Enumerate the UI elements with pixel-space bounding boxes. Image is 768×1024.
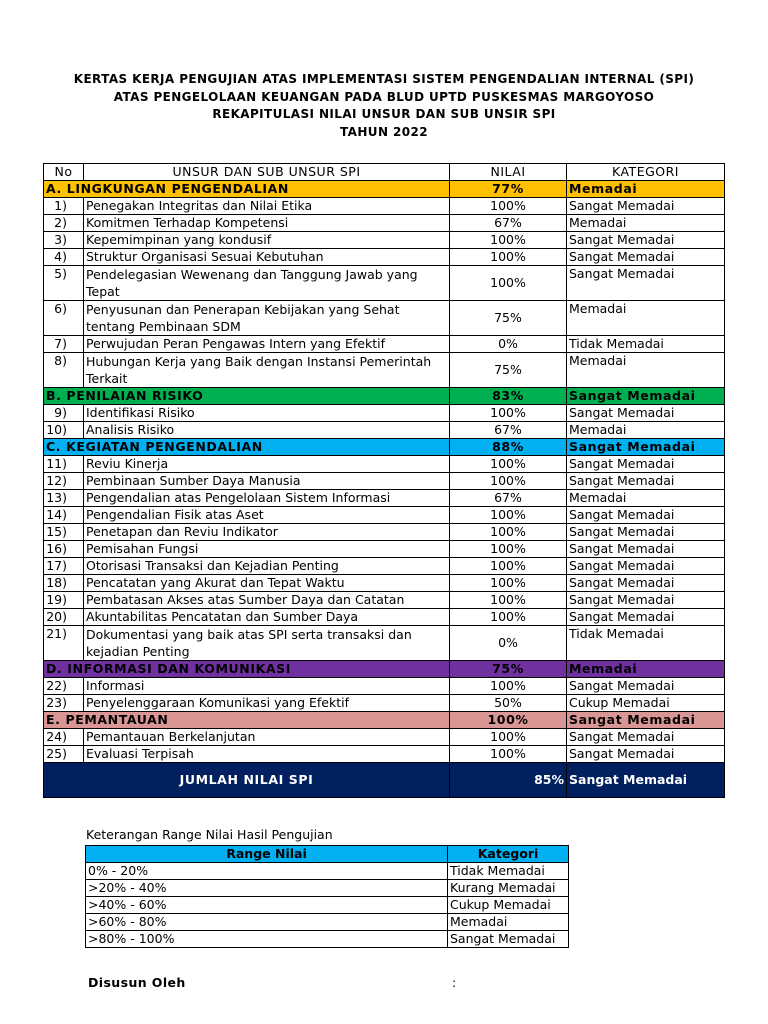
disusun-colon: : (452, 975, 457, 990)
range-header-nilai: Range Nilai (86, 846, 448, 863)
section-row (44, 388, 725, 405)
row-label: Penyelenggaraan Komunikasi yang Efektif (84, 695, 450, 712)
row-number: 17) (44, 558, 84, 575)
row-nilai: 100% (450, 249, 567, 266)
table-row (44, 678, 725, 695)
range-row (86, 931, 569, 948)
range-value: >60% - 80% (86, 914, 448, 931)
row-nilai: 50% (450, 695, 567, 712)
row-label: Penyusunan dan Penerapan Kebijakan yang Sehat tentang Pembinaan SDM (84, 301, 450, 336)
row-number: 8) (44, 353, 84, 388)
table-row (44, 729, 725, 746)
total-nilai: 85% (450, 763, 567, 798)
row-nilai: 100% (450, 198, 567, 215)
row-number: 24) (44, 729, 84, 746)
row-kategori: Sangat Memadai (567, 609, 725, 626)
row-nilai: 67% (450, 215, 567, 232)
row-nilai: 100% (450, 729, 567, 746)
row-kategori: Memadai (567, 490, 725, 507)
section-kategori: Sangat Memadai (567, 388, 725, 405)
row-number: 25) (44, 746, 84, 763)
range-table (85, 845, 569, 948)
row-kategori: Sangat Memadai (567, 746, 725, 763)
section-nilai: 83% (450, 388, 567, 405)
table-row (44, 456, 725, 473)
table-row (44, 592, 725, 609)
title-line-3: REKAPITULASI NILAI UNSUR DAN SUB UNSIR SPI (212, 107, 556, 121)
row-kategori: Sangat Memadai (567, 575, 725, 592)
range-caption: Keterangan Range Nilai Hasil Pengujian (86, 827, 333, 842)
row-label: Analisis Risiko (84, 422, 450, 439)
row-kategori: Cukup Memadai (567, 695, 725, 712)
row-number: 20) (44, 609, 84, 626)
section-nilai: 100% (450, 712, 567, 729)
row-nilai: 0% (450, 626, 567, 661)
row-nilai: 100% (450, 541, 567, 558)
range-kategori: Kurang Memadai (448, 880, 569, 897)
title-line-2: ATAS PENGELOLAAN KEUANGAN PADA BLUD UPTD PUSKESMAS MARGOYOSO (113, 89, 655, 104)
row-number: 21) (44, 626, 84, 661)
row-label: Pembatasan Akses atas Sumber Daya dan Catatan (84, 592, 450, 609)
row-label: Pendelegasian Wewenang dan Tanggung Jawab yang Tepat (84, 266, 450, 301)
range-value: 0% - 20% (86, 863, 448, 880)
row-label: Pengendalian Fisik atas Aset (84, 507, 450, 524)
document-title (0, 71, 768, 141)
table-row (44, 473, 725, 490)
table-row (44, 215, 725, 232)
row-number: 18) (44, 575, 84, 592)
row-label: Informasi (84, 678, 450, 695)
row-number: 5) (44, 266, 84, 301)
table-row (44, 336, 725, 353)
row-nilai: 100% (450, 746, 567, 763)
row-label: Perwujudan Peran Pengawas Intern yang Efektif (84, 336, 450, 353)
row-number: 1) (44, 198, 84, 215)
section-row (44, 181, 725, 198)
table-row (44, 558, 725, 575)
header-kategori: KATEGORI (567, 164, 725, 181)
section-kategori: Sangat Memadai (567, 439, 725, 456)
total-kategori: Sangat Memadai (567, 763, 725, 798)
section-nilai: 77% (450, 181, 567, 198)
section-nilai: 88% (450, 439, 567, 456)
row-nilai: 100% (450, 592, 567, 609)
table-row (44, 626, 725, 661)
row-kategori: Sangat Memadai (567, 558, 725, 575)
row-number: 23) (44, 695, 84, 712)
table-row (44, 301, 725, 336)
row-number: 4) (44, 249, 84, 266)
row-label: Akuntabilitas Pencatatan dan Sumber Daya (84, 609, 450, 626)
table-row (44, 198, 725, 215)
row-number: 13) (44, 490, 84, 507)
row-label: Pembinaan Sumber Daya Manusia (84, 473, 450, 490)
table-row (44, 249, 725, 266)
table-row (44, 490, 725, 507)
range-kategori: Tidak Memadai (448, 863, 569, 880)
row-nilai: 67% (450, 422, 567, 439)
row-nilai: 75% (450, 353, 567, 388)
row-label: Pemisahan Fungsi (84, 541, 450, 558)
row-number: 10) (44, 422, 84, 439)
row-label: Evaluasi Terpisah (84, 746, 450, 763)
row-label: Kepemimpinan yang kondusif (84, 232, 450, 249)
row-kategori: Tidak Memadai (567, 626, 725, 661)
table-row (44, 507, 725, 524)
table-row (44, 575, 725, 592)
row-label: Struktur Organisasi Sesuai Kebutuhan (84, 249, 450, 266)
row-kategori: Tidak Memadai (567, 336, 725, 353)
disusun-label: Disusun Oleh (88, 975, 186, 990)
range-row (86, 880, 569, 897)
section-nilai: 75% (450, 661, 567, 678)
table-row (44, 609, 725, 626)
row-label: Pemantauan Berkelanjutan (84, 729, 450, 746)
table-row (44, 405, 725, 422)
section-label: D. INFORMASI DAN KOMUNIKASI (44, 661, 450, 678)
row-number: 11) (44, 456, 84, 473)
row-label: Komitmen Terhadap Kompetensi (84, 215, 450, 232)
row-label: Penetapan dan Reviu Indikator (84, 524, 450, 541)
spi-recap-table (43, 163, 725, 798)
total-row (44, 763, 725, 798)
row-kategori: Memadai (567, 353, 725, 388)
row-label: Dokumentasi yang baik atas SPI serta transaksi dan kejadian Penting (84, 626, 450, 661)
title-line-4: TAHUN 2022 (340, 124, 428, 139)
row-label: Hubungan Kerja yang Baik dengan Instansi Pemerintah Terkait (84, 353, 450, 388)
table-header-row (44, 164, 725, 181)
header-nilai: NILAI (450, 164, 567, 181)
row-nilai: 67% (450, 490, 567, 507)
table-row (44, 422, 725, 439)
section-kategori: Sangat Memadai (567, 712, 725, 729)
range-value: >40% - 60% (86, 897, 448, 914)
row-kategori: Memadai (567, 215, 725, 232)
row-label: Otorisasi Transaksi dan Kejadian Penting (84, 558, 450, 575)
table-body (44, 181, 725, 798)
section-label: E. PEMANTAUAN (44, 712, 450, 729)
range-body (86, 863, 569, 948)
row-number: 7) (44, 336, 84, 353)
row-nilai: 100% (450, 266, 567, 301)
row-label: Penegakan Integritas dan Nilai Etika (84, 198, 450, 215)
row-kategori: Sangat Memadai (567, 507, 725, 524)
row-kategori: Sangat Memadai (567, 729, 725, 746)
row-kategori: Sangat Memadai (567, 524, 725, 541)
row-number: 2) (44, 215, 84, 232)
row-kategori: Sangat Memadai (567, 232, 725, 249)
row-number: 16) (44, 541, 84, 558)
section-kategori: Memadai (567, 661, 725, 678)
row-nilai: 100% (450, 558, 567, 575)
row-nilai: 0% (450, 336, 567, 353)
row-number: 22) (44, 678, 84, 695)
section-label: B. PENILAIAN RISIKO (44, 388, 450, 405)
row-kategori: Sangat Memadai (567, 198, 725, 215)
table-row (44, 353, 725, 388)
row-number: 9) (44, 405, 84, 422)
total-label: JUMLAH NILAI SPI (44, 763, 450, 798)
row-label: Identifikasi Risiko (84, 405, 450, 422)
table-row (44, 232, 725, 249)
row-nilai: 100% (450, 456, 567, 473)
row-number: 14) (44, 507, 84, 524)
row-number: 12) (44, 473, 84, 490)
row-nilai: 100% (450, 473, 567, 490)
range-value: >80% - 100% (86, 931, 448, 948)
section-row (44, 661, 725, 678)
range-row (86, 897, 569, 914)
row-nilai: 100% (450, 609, 567, 626)
range-kategori: Cukup Memadai (448, 897, 569, 914)
row-kategori: Sangat Memadai (567, 473, 725, 490)
row-kategori: Sangat Memadai (567, 592, 725, 609)
section-label: A. LINGKUNGAN PENGENDALIAN (44, 181, 450, 198)
range-kategori: Memadai (448, 914, 569, 931)
row-kategori: Sangat Memadai (567, 249, 725, 266)
row-kategori: Sangat Memadai (567, 405, 725, 422)
row-nilai: 75% (450, 301, 567, 336)
section-label: C. KEGIATAN PENGENDALIAN (44, 439, 450, 456)
range-header-row (86, 846, 569, 863)
table-row (44, 524, 725, 541)
row-kategori: Sangat Memadai (567, 541, 725, 558)
row-label: Pencatatan yang Akurat dan Tepat Waktu (84, 575, 450, 592)
range-kategori: Sangat Memadai (448, 931, 569, 948)
row-nilai: 100% (450, 507, 567, 524)
header-unsur: UNSUR DAN SUB UNSUR SPI (84, 164, 450, 181)
range-header-kategori: Kategori (448, 846, 569, 863)
row-nilai: 100% (450, 575, 567, 592)
section-row (44, 439, 725, 456)
row-label: Pengendalian atas Pengelolaan Sistem Informasi (84, 490, 450, 507)
row-nilai: 100% (450, 678, 567, 695)
row-number: 19) (44, 592, 84, 609)
row-number: 3) (44, 232, 84, 249)
range-row (86, 914, 569, 931)
table-row (44, 541, 725, 558)
row-kategori: Sangat Memadai (567, 678, 725, 695)
table-row (44, 746, 725, 763)
range-value: >20% - 40% (86, 880, 448, 897)
row-nilai: 100% (450, 232, 567, 249)
title-line-1: KERTAS KERJA PENGUJIAN ATAS IMPLEMENTASI SISTEM PENGENDALIAN INTERNAL (SPI) (73, 72, 695, 86)
row-number: 6) (44, 301, 84, 336)
row-nilai: 100% (450, 524, 567, 541)
row-kategori: Memadai (567, 301, 725, 336)
row-kategori: Sangat Memadai (567, 456, 725, 473)
row-nilai: 100% (450, 405, 567, 422)
section-kategori: Memadai (567, 181, 725, 198)
table-row (44, 695, 725, 712)
row-kategori: Sangat Memadai (567, 266, 725, 301)
header-no: No (44, 164, 84, 181)
table-row (44, 266, 725, 301)
row-label: Reviu Kinerja (84, 456, 450, 473)
row-kategori: Memadai (567, 422, 725, 439)
range-row (86, 863, 569, 880)
section-row (44, 712, 725, 729)
row-number: 15) (44, 524, 84, 541)
